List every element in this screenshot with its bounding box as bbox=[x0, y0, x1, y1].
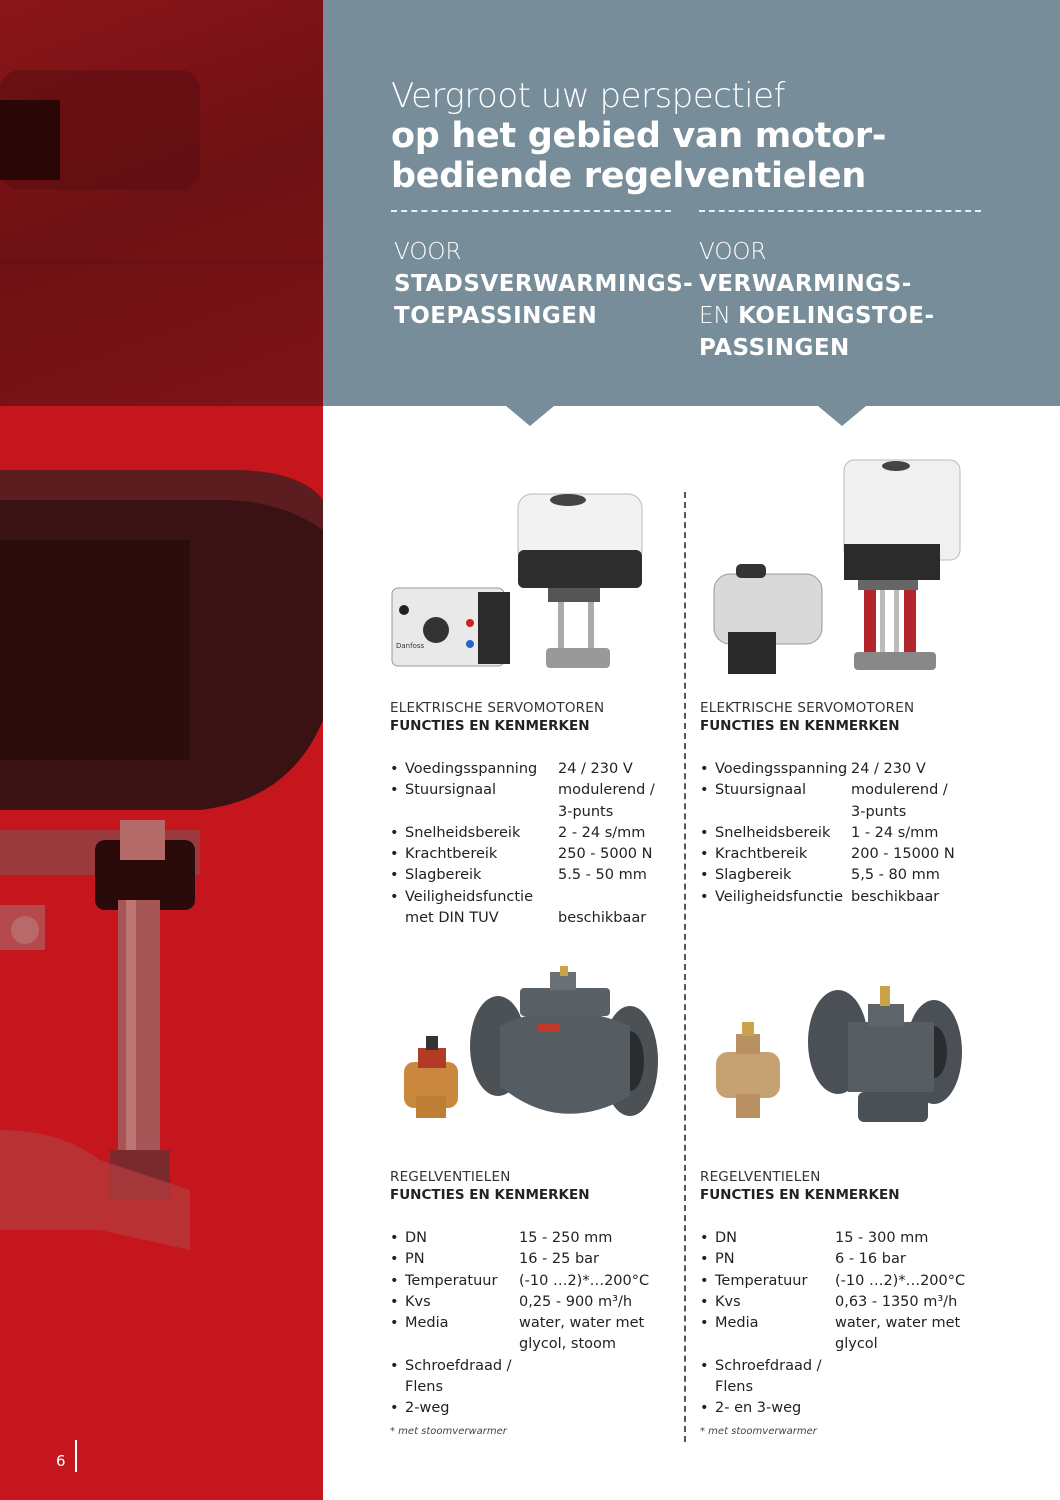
spec-label: Snelheidsbereik bbox=[405, 824, 521, 841]
spec-row bbox=[700, 1228, 965, 1249]
spec-label: Krachtbereik bbox=[715, 846, 808, 863]
right-heading-light-1: VOOR bbox=[699, 239, 767, 265]
left-heading-bold-2: TOEPASSINGEN bbox=[394, 303, 598, 329]
right-valves-image bbox=[708, 982, 970, 1124]
page-number-bar bbox=[75, 1440, 77, 1472]
spec-label: Veiligheidsfunctie bbox=[405, 888, 533, 905]
spec-label: 2-weg bbox=[405, 1400, 450, 1417]
spec-row bbox=[390, 844, 655, 865]
bullet: • bbox=[700, 1293, 709, 1310]
spec-label bbox=[405, 1334, 519, 1355]
spec-row bbox=[390, 1398, 649, 1419]
spec-value: (-10 …2)*…200°C bbox=[835, 1272, 966, 1289]
spec-label: Voedingsspanning bbox=[715, 761, 848, 777]
bullet: • bbox=[700, 1272, 709, 1289]
spec-label: Kvs bbox=[715, 1293, 741, 1310]
page-number: 6 bbox=[56, 1452, 66, 1470]
right-valves-subheading: FUNCTIES EN KENMERKEN bbox=[700, 1187, 900, 1203]
page-title-light: Vergroot uw perspectief bbox=[391, 76, 786, 116]
spec-value: 1 - 24 s/mm bbox=[851, 824, 939, 841]
spec-label: Snelheidsbereik bbox=[715, 824, 831, 841]
bullet: • bbox=[700, 867, 709, 884]
spec-row bbox=[700, 780, 955, 801]
spec-label: Schroefdraad / Flens bbox=[405, 1357, 512, 1396]
right-actuators-specs bbox=[700, 759, 955, 908]
left-actuators-heading: ELEKTRISCHE SERVOMOTOREN bbox=[390, 700, 605, 716]
right-heading-bold-3: PASSINGEN bbox=[699, 335, 850, 361]
left-valves-image bbox=[400, 966, 662, 1136]
spec-label bbox=[405, 802, 558, 823]
left-actuators-specs bbox=[390, 759, 655, 929]
spec-value: glycol bbox=[835, 1336, 878, 1353]
bullet: • bbox=[390, 1272, 399, 1289]
spec-row bbox=[390, 802, 655, 823]
column-divider bbox=[684, 492, 686, 1442]
bullet: • bbox=[700, 1400, 709, 1417]
header-banner bbox=[323, 0, 1060, 406]
spec-row bbox=[700, 844, 955, 865]
spec-value: beschikbaar bbox=[558, 910, 647, 927]
spec-value: 0,25 - 900 m³/h bbox=[519, 1293, 633, 1310]
bullet: • bbox=[390, 1400, 399, 1417]
left-heading-light: VOOR bbox=[394, 239, 462, 265]
spec-row bbox=[700, 1249, 965, 1270]
spec-value: 0,63 - 1350 m³/h bbox=[835, 1293, 958, 1310]
spec-row bbox=[390, 1356, 649, 1399]
spec-label: Kvs bbox=[405, 1293, 431, 1310]
spec-value: beschikbaar bbox=[851, 888, 940, 905]
spec-label bbox=[715, 1334, 835, 1355]
spec-row bbox=[390, 1228, 649, 1249]
title-line-2: bediende regelventielen bbox=[391, 156, 866, 196]
bullet bbox=[390, 908, 405, 929]
right-valves-title bbox=[700, 1169, 900, 1203]
spec-row bbox=[390, 780, 655, 801]
spec-label: Temperatuur bbox=[715, 1272, 808, 1289]
spec-label: Slagbereik bbox=[405, 867, 482, 884]
spec-label bbox=[715, 802, 851, 823]
spec-row bbox=[700, 1313, 965, 1334]
spec-value: 2 - 24 s/mm bbox=[558, 824, 646, 841]
spec-label: DN bbox=[405, 1230, 428, 1246]
spec-row bbox=[700, 759, 955, 780]
left-actuators-image bbox=[388, 488, 658, 678]
spec-row bbox=[390, 1292, 649, 1313]
bullet: • bbox=[700, 1251, 709, 1268]
spec-value: water, water met bbox=[835, 1315, 961, 1332]
spec-row bbox=[700, 1292, 965, 1313]
spec-row bbox=[390, 1334, 649, 1355]
spec-value: 3-punts bbox=[851, 803, 907, 820]
right-notch bbox=[818, 406, 866, 426]
spec-value: water, water met bbox=[519, 1315, 645, 1332]
left-notch bbox=[506, 406, 554, 426]
spec-label: Media bbox=[405, 1315, 449, 1332]
left-heading-bold-1: STADSVERWARMINGS- bbox=[394, 271, 694, 297]
spec-value: modulerend / bbox=[851, 782, 948, 799]
bullet: • bbox=[390, 1251, 399, 1268]
right-valves-specs bbox=[700, 1228, 965, 1420]
right-column-heading bbox=[699, 236, 935, 364]
product-photo-strip bbox=[0, 0, 323, 1500]
bullet: • bbox=[390, 782, 399, 799]
bullet: • bbox=[700, 1230, 709, 1246]
bullet: • bbox=[390, 1357, 399, 1374]
bullet bbox=[700, 802, 715, 823]
bullet: • bbox=[700, 824, 709, 841]
spec-label: Stuursignaal bbox=[405, 782, 497, 799]
spec-label: PN bbox=[405, 1251, 425, 1268]
bullet bbox=[700, 1334, 715, 1355]
spec-row bbox=[700, 1398, 965, 1419]
spec-value: 6 - 16 bar bbox=[835, 1251, 906, 1268]
left-actuators-subheading: FUNCTIES EN KENMERKEN bbox=[390, 718, 590, 734]
spec-label: met DIN TUV bbox=[405, 910, 499, 927]
spec-row bbox=[390, 823, 655, 844]
bullet: • bbox=[390, 761, 399, 777]
spec-row bbox=[700, 1334, 965, 1355]
spec-label: Veiligheidsfunctie bbox=[715, 888, 843, 905]
spec-label: Schroefdraad / Flens bbox=[715, 1357, 822, 1396]
spec-value: 24 / 230 V bbox=[851, 761, 926, 777]
right-dashed-rule bbox=[699, 210, 981, 212]
left-actuators-title bbox=[390, 700, 604, 734]
right-heading-bold-1: VERWARMINGS- bbox=[699, 271, 912, 297]
spec-value: 250 - 5000 N bbox=[558, 846, 653, 863]
bullet: • bbox=[390, 824, 399, 841]
spec-row bbox=[390, 865, 655, 886]
spec-label: Media bbox=[715, 1315, 759, 1332]
spec-value: 24 / 230 V bbox=[558, 761, 633, 777]
spec-row bbox=[390, 1313, 649, 1334]
bullet: • bbox=[390, 1293, 399, 1310]
bullet: • bbox=[700, 846, 709, 863]
spec-value: 5.5 - 50 mm bbox=[558, 867, 647, 884]
bullet: • bbox=[390, 888, 399, 905]
spec-row bbox=[700, 802, 955, 823]
left-column-heading bbox=[394, 236, 693, 332]
spec-row bbox=[390, 887, 655, 908]
spec-value: (-10 …2)*…200°C bbox=[519, 1272, 650, 1289]
spec-value: 15 - 300 mm bbox=[835, 1230, 929, 1246]
spec-value: 3-punts bbox=[558, 803, 614, 820]
svg-text:Danfoss: Danfoss bbox=[396, 642, 425, 650]
spec-row bbox=[700, 823, 955, 844]
bullet: • bbox=[700, 1357, 709, 1374]
right-heading-light-2: EN bbox=[699, 303, 739, 329]
spec-label: Krachtbereik bbox=[405, 846, 498, 863]
spec-label: PN bbox=[715, 1251, 735, 1268]
spec-label: DN bbox=[715, 1230, 738, 1246]
spec-label: Slagbereik bbox=[715, 867, 792, 884]
left-footnote: * met stoomverwarmer bbox=[390, 1426, 507, 1437]
bullet: • bbox=[390, 846, 399, 863]
spec-row bbox=[390, 1271, 649, 1292]
spec-value: 5,5 - 80 mm bbox=[851, 867, 940, 884]
right-actuators-subheading: FUNCTIES EN KENMERKEN bbox=[700, 718, 900, 734]
right-actuators-title bbox=[700, 700, 914, 734]
bullet bbox=[390, 1334, 405, 1355]
right-valves-heading: REGELVENTIELEN bbox=[700, 1169, 821, 1185]
bullet: • bbox=[700, 1315, 709, 1332]
spec-value: glycol, stoom bbox=[519, 1336, 617, 1353]
right-actuators-heading: ELEKTRISCHE SERVOMOTOREN bbox=[700, 700, 915, 716]
left-valves-heading: REGELVENTIELEN bbox=[390, 1169, 511, 1185]
left-valves-subheading: FUNCTIES EN KENMERKEN bbox=[390, 1187, 590, 1203]
bullet: • bbox=[700, 761, 709, 777]
spec-row bbox=[390, 759, 655, 780]
bullet: • bbox=[700, 888, 709, 905]
bullet: • bbox=[390, 867, 399, 884]
spec-row bbox=[700, 887, 955, 908]
spec-label: 2- en 3-weg bbox=[715, 1400, 802, 1417]
spec-label: Temperatuur bbox=[405, 1272, 498, 1289]
actuator-closeup-illustration bbox=[0, 0, 323, 1500]
bullet: • bbox=[390, 1230, 399, 1246]
spec-row bbox=[700, 1271, 965, 1292]
spec-row bbox=[700, 1356, 965, 1399]
bullet: • bbox=[700, 782, 709, 799]
spec-value: 16 - 25 bar bbox=[519, 1251, 600, 1268]
right-actuators-image bbox=[708, 456, 968, 678]
spec-row bbox=[700, 865, 955, 886]
left-valves-title bbox=[390, 1169, 590, 1203]
left-dashed-rule bbox=[391, 210, 671, 212]
bullet: • bbox=[390, 1315, 399, 1332]
right-footnote: * met stoomverwarmer bbox=[700, 1426, 817, 1437]
spec-row bbox=[390, 1249, 649, 1270]
spec-value: modulerend / bbox=[558, 782, 655, 799]
spec-label: Stuursignaal bbox=[715, 782, 807, 799]
spec-value: 15 - 250 mm bbox=[519, 1230, 613, 1246]
spec-row bbox=[390, 908, 655, 929]
spec-label: Voedingsspanning bbox=[405, 761, 538, 777]
title-line-1: op het gebied van motor- bbox=[391, 116, 887, 156]
page-title-bold bbox=[391, 116, 991, 196]
left-valves-specs bbox=[390, 1228, 649, 1420]
spec-value: 200 - 15000 N bbox=[851, 846, 955, 863]
right-heading-bold-2: KOELINGSTOE- bbox=[738, 303, 935, 329]
bullet bbox=[390, 802, 405, 823]
